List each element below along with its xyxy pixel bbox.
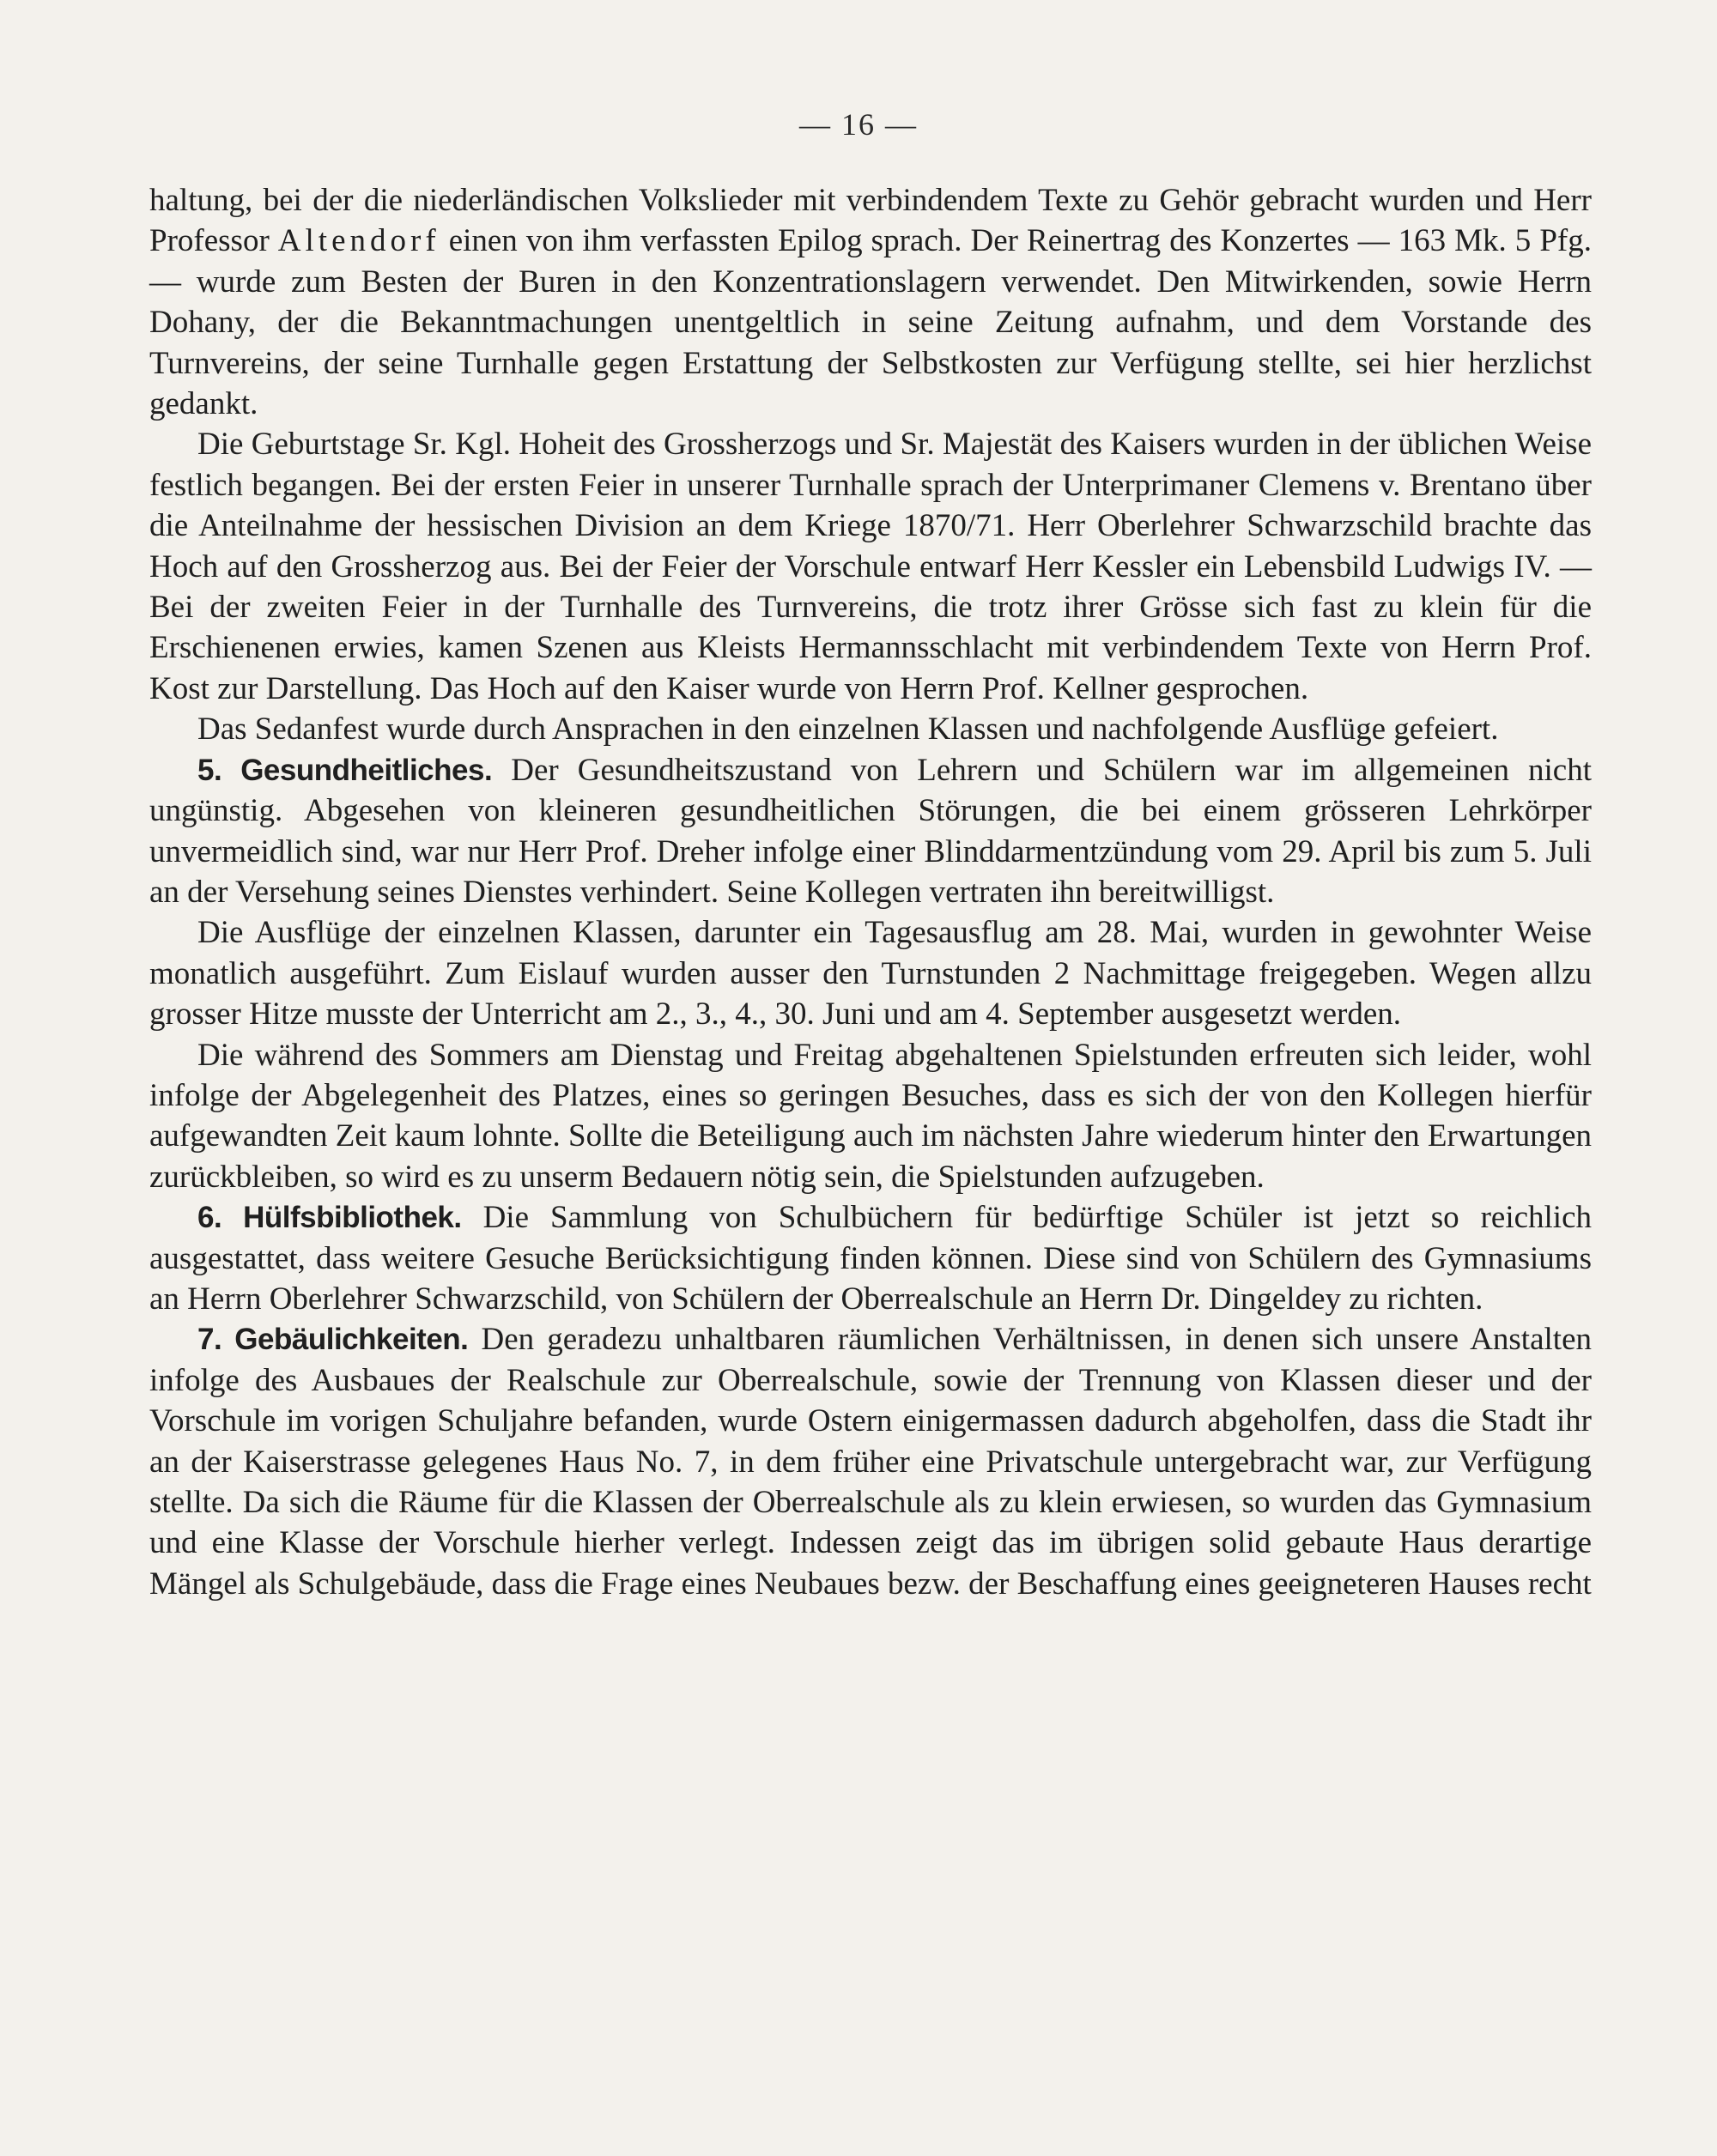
paragraph bbox=[149, 1197, 1592, 1319]
paragraph-text: Die Ausflüge der einzelnen Klassen, darunter ein Tagesausflug am 28. Mai, wurden in gewohnter Weise monatlich ausgeführt. Zum Eislauf wurden ausser den Turnstunden 2 Nachmittage freigegeben. Wegen allzu grosser Hitze musste der Unterricht am 2., 3., 4., 30. Juni und am 4. September ausgesetzt werden. bbox=[149, 915, 1592, 1033]
paragraph-text: haltung, bei der die niederländischen Volkslieder mit verbindendem Texte zu Gehör gebracht wurden und Herr Professor bbox=[149, 183, 1592, 259]
section-heading: 7. Gebäulichkeiten. bbox=[197, 1323, 469, 1357]
paragraph-text: Der Gesundheitszustand von Lehrern und Schülern war im allgemeinen nicht ungünstig. Abgesehen von kleineren gesundheitlichen Störungen, die bei einem grösseren Lehrkörper unvermeidlich sind, war nur Herr Prof. Dreher infolge einer Blinddarmentzündung vom 29. April bis zum 5. Juli an der Versehung seines Dienstes verhindert. Seine Kollegen vertraten ihn bereitwilligst. bbox=[149, 752, 1592, 910]
section-heading: 5. Gesundheitliches. bbox=[197, 753, 493, 787]
page-number: — 16 — bbox=[799, 107, 918, 142]
paragraph-text: Die Geburtstage Sr. Kgl. Hoheit des Grossherzogs und Sr. Majestät des Kaisers wurden in der üblichen Weise festlich begangen. Bei der ersten Feier in unserer Turnhalle sprach der Unterprimaner Clemens v. Brentano über die Anteilnahme der hessischen Division an dem Kriege 1870/71. Herr Oberlehrer Schwarzschild brachte das Hoch auf den Grossherzog aus. Bei der Feier der Vorschule entwarf Herr Kessler ein Lebensbild Ludwigs IV. — Bei der zweiten Feier in der Turnhalle des Turnvereins, die trotz ihrer Grösse sich fast zu klein für die Erschienenen erwies, kamen Szenen aus Kleists Hermannsschlacht mit verbindendem Texte von Herrn Prof. Kost zur Darstellung. Das Hoch auf den Kaiser wurde von Herrn Prof. Kellner gesprochen. bbox=[149, 427, 1592, 706]
spaced-name: Altendorf bbox=[277, 223, 440, 259]
paragraph-text: Die während des Sommers am Dienstag und Freitag abgehaltenen Spielstunden erfreuten sich leider, wohl infolge der Abgelegenheit des Platzes, eines so geringen Besuches, dass es sich der von den Kollegen hierfür aufgewandten Zeit kaum lohnte. Sollte die Beteiligung auch im nächsten Jahre wiederum hinter den Erwartungen zurückbleiben, so wird es zu unserm Bedauern nötig sein, die Spielstunden aufzugeben. bbox=[149, 1037, 1592, 1195]
paragraph-text: Das Sedanfest wurde durch Ansprachen in den einzelnen Klassen und nachfolgende Ausflüge gefeiert. bbox=[197, 712, 1499, 748]
paragraph bbox=[149, 750, 1592, 913]
section-heading: 6. Hülfsbibliothek. bbox=[197, 1201, 462, 1235]
paragraph-text: Die Sammlung von Schulbüchern für bedürftige Schüler ist jetzt so reichlich ausgestattet, dass weitere Gesuche Berücksichtigung finden können. Diese sind von Schülern des Gymnasiums an Herrn Oberlehrer Schwarzschild, von Schülern der Oberrealschule an Herrn Dr. Dingeldey zu richten. bbox=[149, 1200, 1592, 1317]
paragraph bbox=[149, 912, 1592, 1034]
paragraph bbox=[149, 1319, 1592, 1604]
paragraph bbox=[149, 1035, 1592, 1198]
paragraph bbox=[149, 180, 1592, 424]
paragraph-text: Den geradezu unhaltbaren räumlichen Verhältnissen, in denen sich unsere Anstalten infolge des Ausbaues der Realschule zur Oberrealschule, sowie der Trennung von Klassen dieser und der Vorschule im vorigen Schuljahre befanden, wurde Ostern einigermassen dadurch abgeholfen, dass die Stadt ihr an der Kaiserstrasse gelegenes Haus No. 7, in dem früher eine Privatschule untergebracht war, zur Verfügung stellte. Da sich die Räume für die Klassen der Oberrealschule als zu klein erwiesen, so wurden das Gymnasium und eine Klasse der Vorschule hierher verlegt. Indessen zeigt das im übrigen solid gebaute Haus derartige Mängel als Schulgebäude, dass die Frage eines Neubaues bezw. der Beschaffung eines geeigneteren Hauses recht bbox=[149, 1322, 1592, 1602]
paragraph-text: einen von ihm verfassten Epilog sprach. Der Reinertrag des Konzertes — 163 Mk. 5 Pfg. — wurde zum Besten der Buren in den Konzentrationslagern verwendet. Den Mitwirkenden, sowie Herrn Dohany, der die Bekanntmachungen unentgeltlich in seine Zeitung aufnahm, und dem Vorstande des Turnvereins, der seine Turnhalle gegen Erstattung der Selbstkosten zur Verfügung stellte, sei hier herzlichst gedankt. bbox=[149, 223, 1592, 422]
paragraph bbox=[149, 709, 1592, 749]
document-body bbox=[149, 180, 1592, 1604]
paragraph bbox=[149, 424, 1592, 709]
